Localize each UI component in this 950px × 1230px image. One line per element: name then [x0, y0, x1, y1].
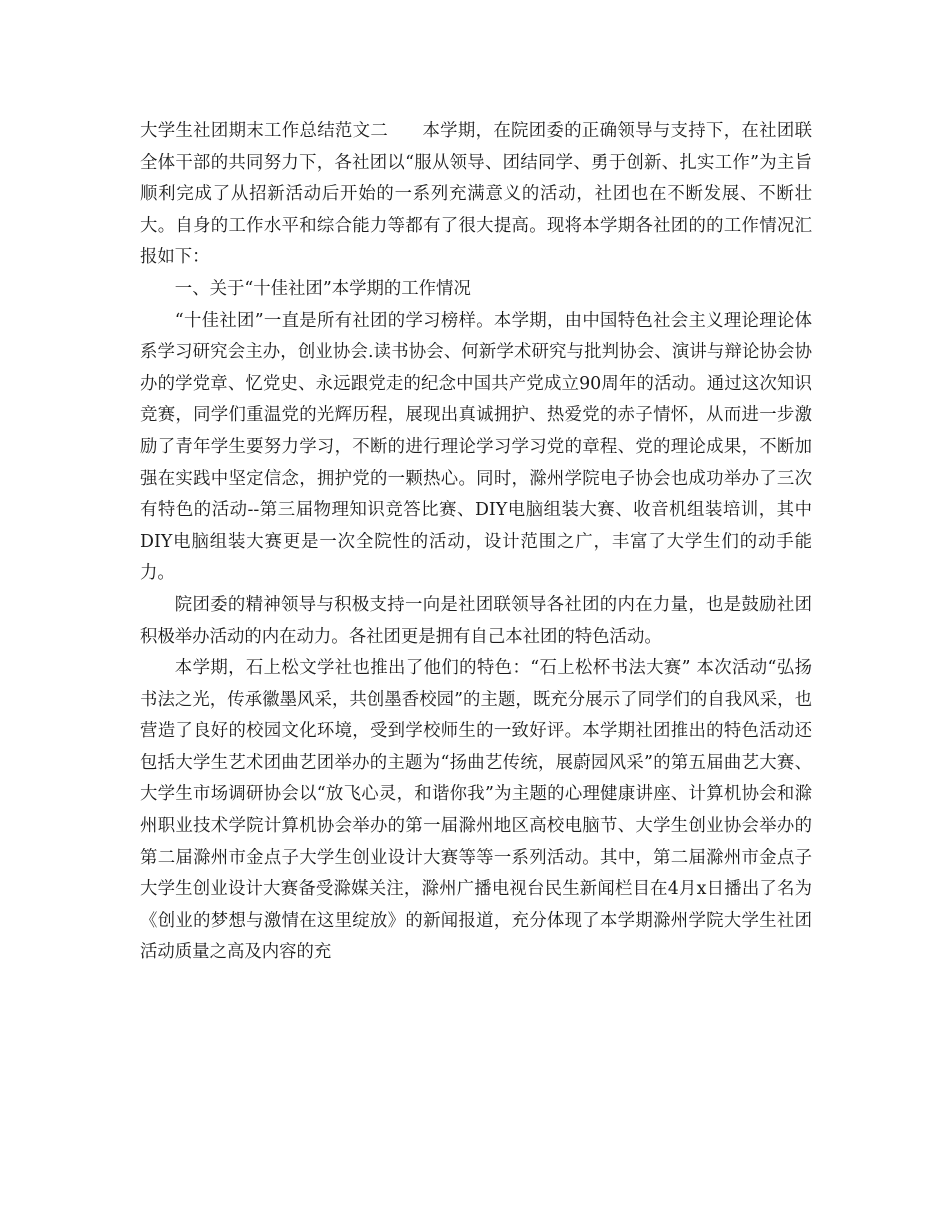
body-paragraph-3: 本学期，石上松文学社也推出了他们的特色：“石上松杯书法大赛” 本次活动“弘扬书法之光，传承徽墨风采，共创墨香校园”的主题，既充分展示了同学们的自我风采，也营造了良好的校园文化环境，受到学校师生的一致好评。本学期社团推出的特色活动还包括大学生艺术团曲艺团举办的主题为“扬曲艺传统，展蔚园风采”的第五届曲艺大赛、大学生市场调研协会以“放飞心灵，和谐你我”为主题的心理健康讲座、计算机协会和滁州职业技术学院计算机协会举办的第一届滁州地区高校电脑节、大学生创业协会举办的第二届滁州市金点子大学生创业设计大赛等等一系列活动。其中，第二届滁州市金点子大学生创业设计大赛备受滁媒关注，滁州广播电视台民生新闻栏目在4月x日播出了名为《创业的梦想与激情在这里绽放》的新闻报道，充分体现了本学期滁州学院大学生社团活动质量之高及内容的充: [140, 658, 812, 963]
body-paragraph-2: 院团委的精神领导与积极支持一向是社团联领导各社团的内在力量，也是鼓励社团积极举办活动的内在动力。各社团更是拥有自己本社团的特色活动。: [140, 594, 812, 647]
document-title: 大学生社团期末工作总结范文二: [140, 121, 389, 141]
body-paragraph-1: “十佳社团”一直是所有社团的学习榜样。本学期，由中国特色社会主义理论理论体系学习研究会主办，创业协会.读书协会、何新学术研究与批判协会、演讲与辩论协会协办的学党章、忆党史、永远跟党走的纪念中国共产党成立90周年的活动。通过这次知识竞赛，同学们重温党的光辉历程，展现出真诚拥护、热爱党的赤子情怀，从而进一步激励了青年学生要努力学习，不断的进行理论学习学习党的章程、党的理论成果，不断加强在实践中坚定信念，拥护党的一颗热心。同时，滁州学院电子协会也成功举办了三次有特色的活动--第三届物理知识竞答比赛、DIY电脑组装大赛、收音机组装培训，其中DIY电脑组装大赛更是一次全院性的活动，设计范围之广，丰富了大学生们的动手能力。: [140, 310, 812, 584]
document-body: [140, 116, 812, 969]
intro-text: 本学期，在院团委的正确领导与支持下，在社团联全体干部的共同努力下，各社团以“服从领导、团结同学、勇于创新、扎实工作”为主旨顺利完成了从招新活动后开始的一系列充满意义的活动，社团也在不断发展、不断壮大。自身的工作水平和综合能力等都有了很大提高。现将本学期各社团的的工作情况汇报如下：: [140, 121, 812, 268]
section-heading: 一、关于“十佳社团”本学期的工作情况: [174, 278, 471, 299]
intro-paragraph: [140, 116, 812, 274]
